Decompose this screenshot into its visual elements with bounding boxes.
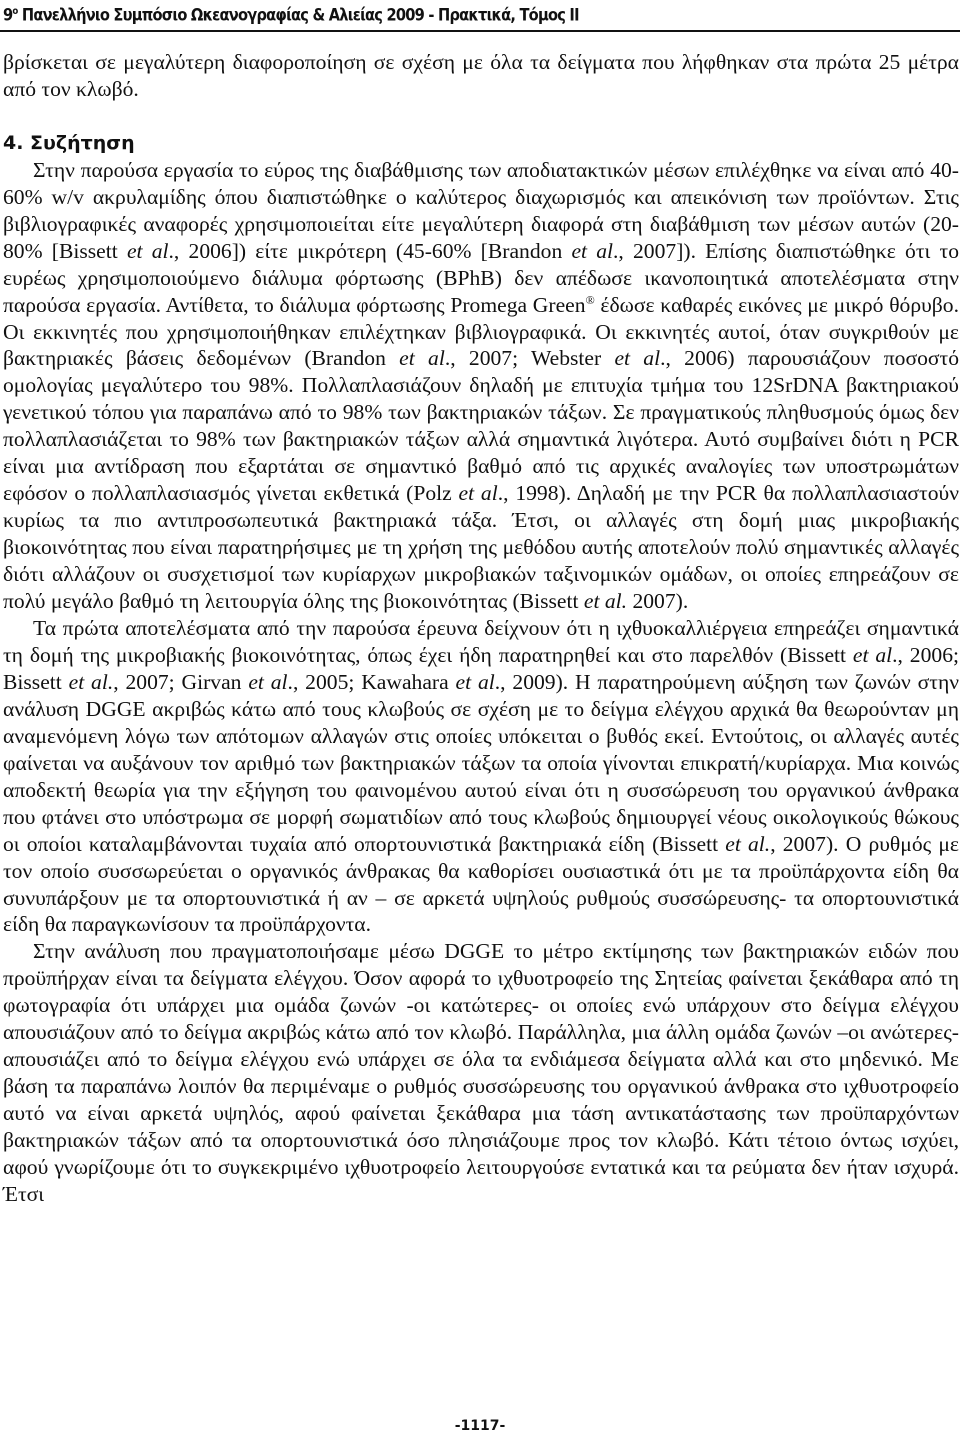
paragraph-discussion-2: [3, 615, 959, 938]
header-text: Πανελλήνιο Συμπόσιο Ωκεανογραφίας & Αλιείας 2009 - Πρακτικά, Τόμος ΙΙ: [17, 5, 579, 26]
body-text: [3, 49, 959, 1208]
paragraph-discussion-1: [3, 157, 959, 615]
citation-italic: et al.: [725, 831, 771, 856]
text-run: έδωσε καθαρές εικόνες με μικρό θόρυβο. Οι εκκινητές που χρησιμοποιήθηκαν επιλέχτηκαν βιβλιογραφικά. Οι εκκινητές αυτοί, όταν συγκριθούν με βακτηριακές βάσεις δεδομένων (Brandon: [3, 292, 959, 371]
text-run: ., 2005; Kawahara: [287, 669, 456, 694]
header-rule: [0, 30, 960, 32]
text-run: ., 2007]). Επίσης διαπιστώθηκε ότι το ευρέως χρησιμοποιούμενο διάλυμα φόρτωσης (BPhB) δεν απέδωσε ικανοποιητικά αποτελέσματα στην παρούσα εργασία. Αντίθετα, το διάλυμα φόρτωσης Promega Green: [3, 238, 960, 317]
paragraph-discussion-3: Στην ανάλυση που πραγματοποιήσαμε μέσω DGGE το μέτρο εκτίμησης των βακτηριακών ειδών που προϋπήρχαν είναι τα δείγματα ελέγχου. Όσον αφορά το ιχθυοτροφείο της Σητείας φαίνεται ξεκάθαρα από τη φωτογραφία ότι υπάρχει μια ομάδα ζωνών -οι κατώτερες- οι οποίες ενώ υπάρχουν στο δείγμα ελέγχου απουσιάζουν από το δείγμα ακριβώς κάτω από τον κλωβό. Παράλληλα, μια άλλη ομάδα ζωνών –οι ανώτερες- απουσιάζει από το δείγμα ελέγχου ενώ υπάρχει σε όλα τα ενδιάμεσα δείγματα αλλά και στο μηδενικό. Με βάση τα παραπάνω λοιπόν θα περιμέναμε ο ρυθμός συσσώρευσης του οργανικού άνθρακα στο ιχθυοτροφείο αυτό να είναι αρκετά υψηλός, αφού φαίνεται ξεκάθαρα μια τάση αντικατάστασης των προϋπαρχόντων βακτηριακών τάξων από τα οπορτουνιστικά όσο πλησιάζουμε προς τον κλωβό. Κάτι τέτοιο όντως ισχύει, αφού γνωρίζουμε ότι το συγκεκριμένο ιχθυοτροφείο λειτουργούσε εντατικά και τα ρεύματα δεν ήταν ισχυρά. Έτσι: [3, 939, 959, 1207]
registered-mark: ®: [585, 292, 595, 307]
citation-italic: et al: [399, 346, 445, 371]
running-header: [3, 1, 823, 27]
header-number: 9: [3, 5, 13, 26]
text-run: ., 2006]) είτε μικρότερη (45-60% [Brandon: [168, 238, 572, 263]
text-run: ., 2006; Bissett: [3, 642, 959, 694]
header-ordinal: ο: [12, 6, 18, 17]
citation-italic: et al: [248, 669, 288, 694]
citation-italic: et al.: [583, 589, 628, 614]
text-run: Τα πρώτα αποτελέσματα από την παρούσα έρευνα δείχνουν ότι η ιχθυοκαλλιέργεια επηρεάζει σημαντικά τη δομή της μικροβιακής βιοκοινότητας, όπως έχει ήδη παρατηρηθεί και στο παρελθόν (Bissett: [3, 616, 959, 667]
citation-italic: et al: [852, 642, 893, 667]
text-run: ., 2007; Webster: [444, 346, 615, 371]
page-number: -1117-: [454, 1418, 506, 1434]
text-run: ., 1998). Δηλαδή με την PCR θα πολλαπλασιαστούν κυρίως τα πιο αντιπροσωπευτικά βακτηριακά τάξα. Έτσι, οι αλλαγές στη δομή μιας μικροβιακής βιοκοινότητας που είναι παρατηρήσιμες με τη χρήση της μεθόδου αυτής αποτελούν πολύ σημαντικές αλλαγές διότι αλλάζουν οι συσχετισμοί των κυρίαρχων μικροβιακών ταξινομικών ομάδων, οι οποίες επηρεάζουν σε πολύ μεγάλο βαθμό τη λειτουργία όλης της βιοκοινότητας (Bissett: [3, 481, 959, 614]
section-heading: 4. Συζήτηση: [3, 131, 135, 154]
paragraph-continued: βρίσκεται σε μεγαλύτερη διαφοροποίηση σε σχέση με όλα τα δείγματα που λήφθηκαν στα πρώτα 25 μέτρα από τον κλωβό.: [3, 50, 959, 101]
text-run: Στην παρούσα εργασία το εύρος της διαβάθμισης των αποδιατακτικών μέσων επιλέχθηκε να είναι από 40-60% w/v ακρυλαμίδης όπου διαπιστώθηκε ο καλύτερος διαχωρισμός και απεικόνιση των προϊόντων. Στις βιβλιογραφικές αναφορές χρησιμοποιείται είτε μεγαλύτερη διαφορά στη διαβάθμιση των μέσων αυτών (20-80% [Bissett: [3, 157, 959, 263]
citation-italic: et al.: [68, 669, 114, 694]
citation-italic: et al: [455, 669, 495, 694]
text-run: ., 2006) παρουσιάζουν ποσοστό ομολογίας μεγαλύτερο του 98%. Πολλαπλασιάζουν δηλαδή με επιτυχία τμήμα του 12SrDNA βακτηριακού γενετικού τόπου για παραπάνω από το 98% των βακτηριακών τάξων. Σε πραγματικούς πληθυσμούς όμως δεν πολλαπλασιάζεται το 98% των βακτηριακών τάξων αλλά σημαντικά λιγότερα. Αυτό συμβαίνει διότι η PCR είναι μια αντίδραση που εξαρτάται σε σημαντικό βαθμό από τις αρχικές αναλογίες των υποστρωμάτων εφόσον ο πολλαπλασιασμός γίνεται εκθετικά (Polz: [3, 346, 959, 506]
citation-italic: et al: [458, 481, 498, 506]
text-run: , 2007; Girvan: [113, 669, 249, 694]
citation-italic: et al: [126, 238, 169, 263]
text-run: , 2007). Ο ρυθμός με τον οποίο συσσωρεύεται ο οργανικός άνθρακας θα καθορίσει ουσιαστικά ότι με τα προϋπάρχοντα είδη θα συνυπάρξουν με τα οπορτουνιστικά ή αν – σε αρκετά υψηλούς ρυθμούς συσσώρευσης- τα οπορτουνιστικά είδη θα παραγκωνίσουν τα προϋπάρχοντα.: [3, 831, 959, 937]
citation-italic: et al: [614, 346, 661, 371]
citation-italic: et al: [571, 238, 614, 263]
text-run: 2007).: [627, 589, 689, 614]
text-run: ., 2009). Η παρατηρούμενη αύξηση των ζωνών στην ανάλυση DGGE ακριβώς κάτω από τους κλωβούς σε σχέση με το δείγμα ελέγχου αρχικά θα θεωρούνταν μη αναμενόμενη λόγω των απότομων αλλαγών στις οποίες υπόκειται ο βυθός εκεί. Εντούτοις, οι αλλαγές αυτές φαίνεται να αυξάνουν τον αριθμό των βακτηριακών τάξων τα οποία γίνονται επικρατή/κυρίαρχα. Μια κοινώς αποδεκτή θεωρία για την εξήγηση του φαινομένου αυτού είναι ότι η συσσώρευση του οργανικού άνθρακα που φτάνει στο υπόστρωμα σε μορφή σωματιδίων από τους κλωβούς δημιουργεί νέους οικολογικούς θώκους οι οποίοι καταλαμβάνονται τυχαία από οπορτουνιστικά βακτηριακά είδη (Bissett: [3, 669, 960, 856]
